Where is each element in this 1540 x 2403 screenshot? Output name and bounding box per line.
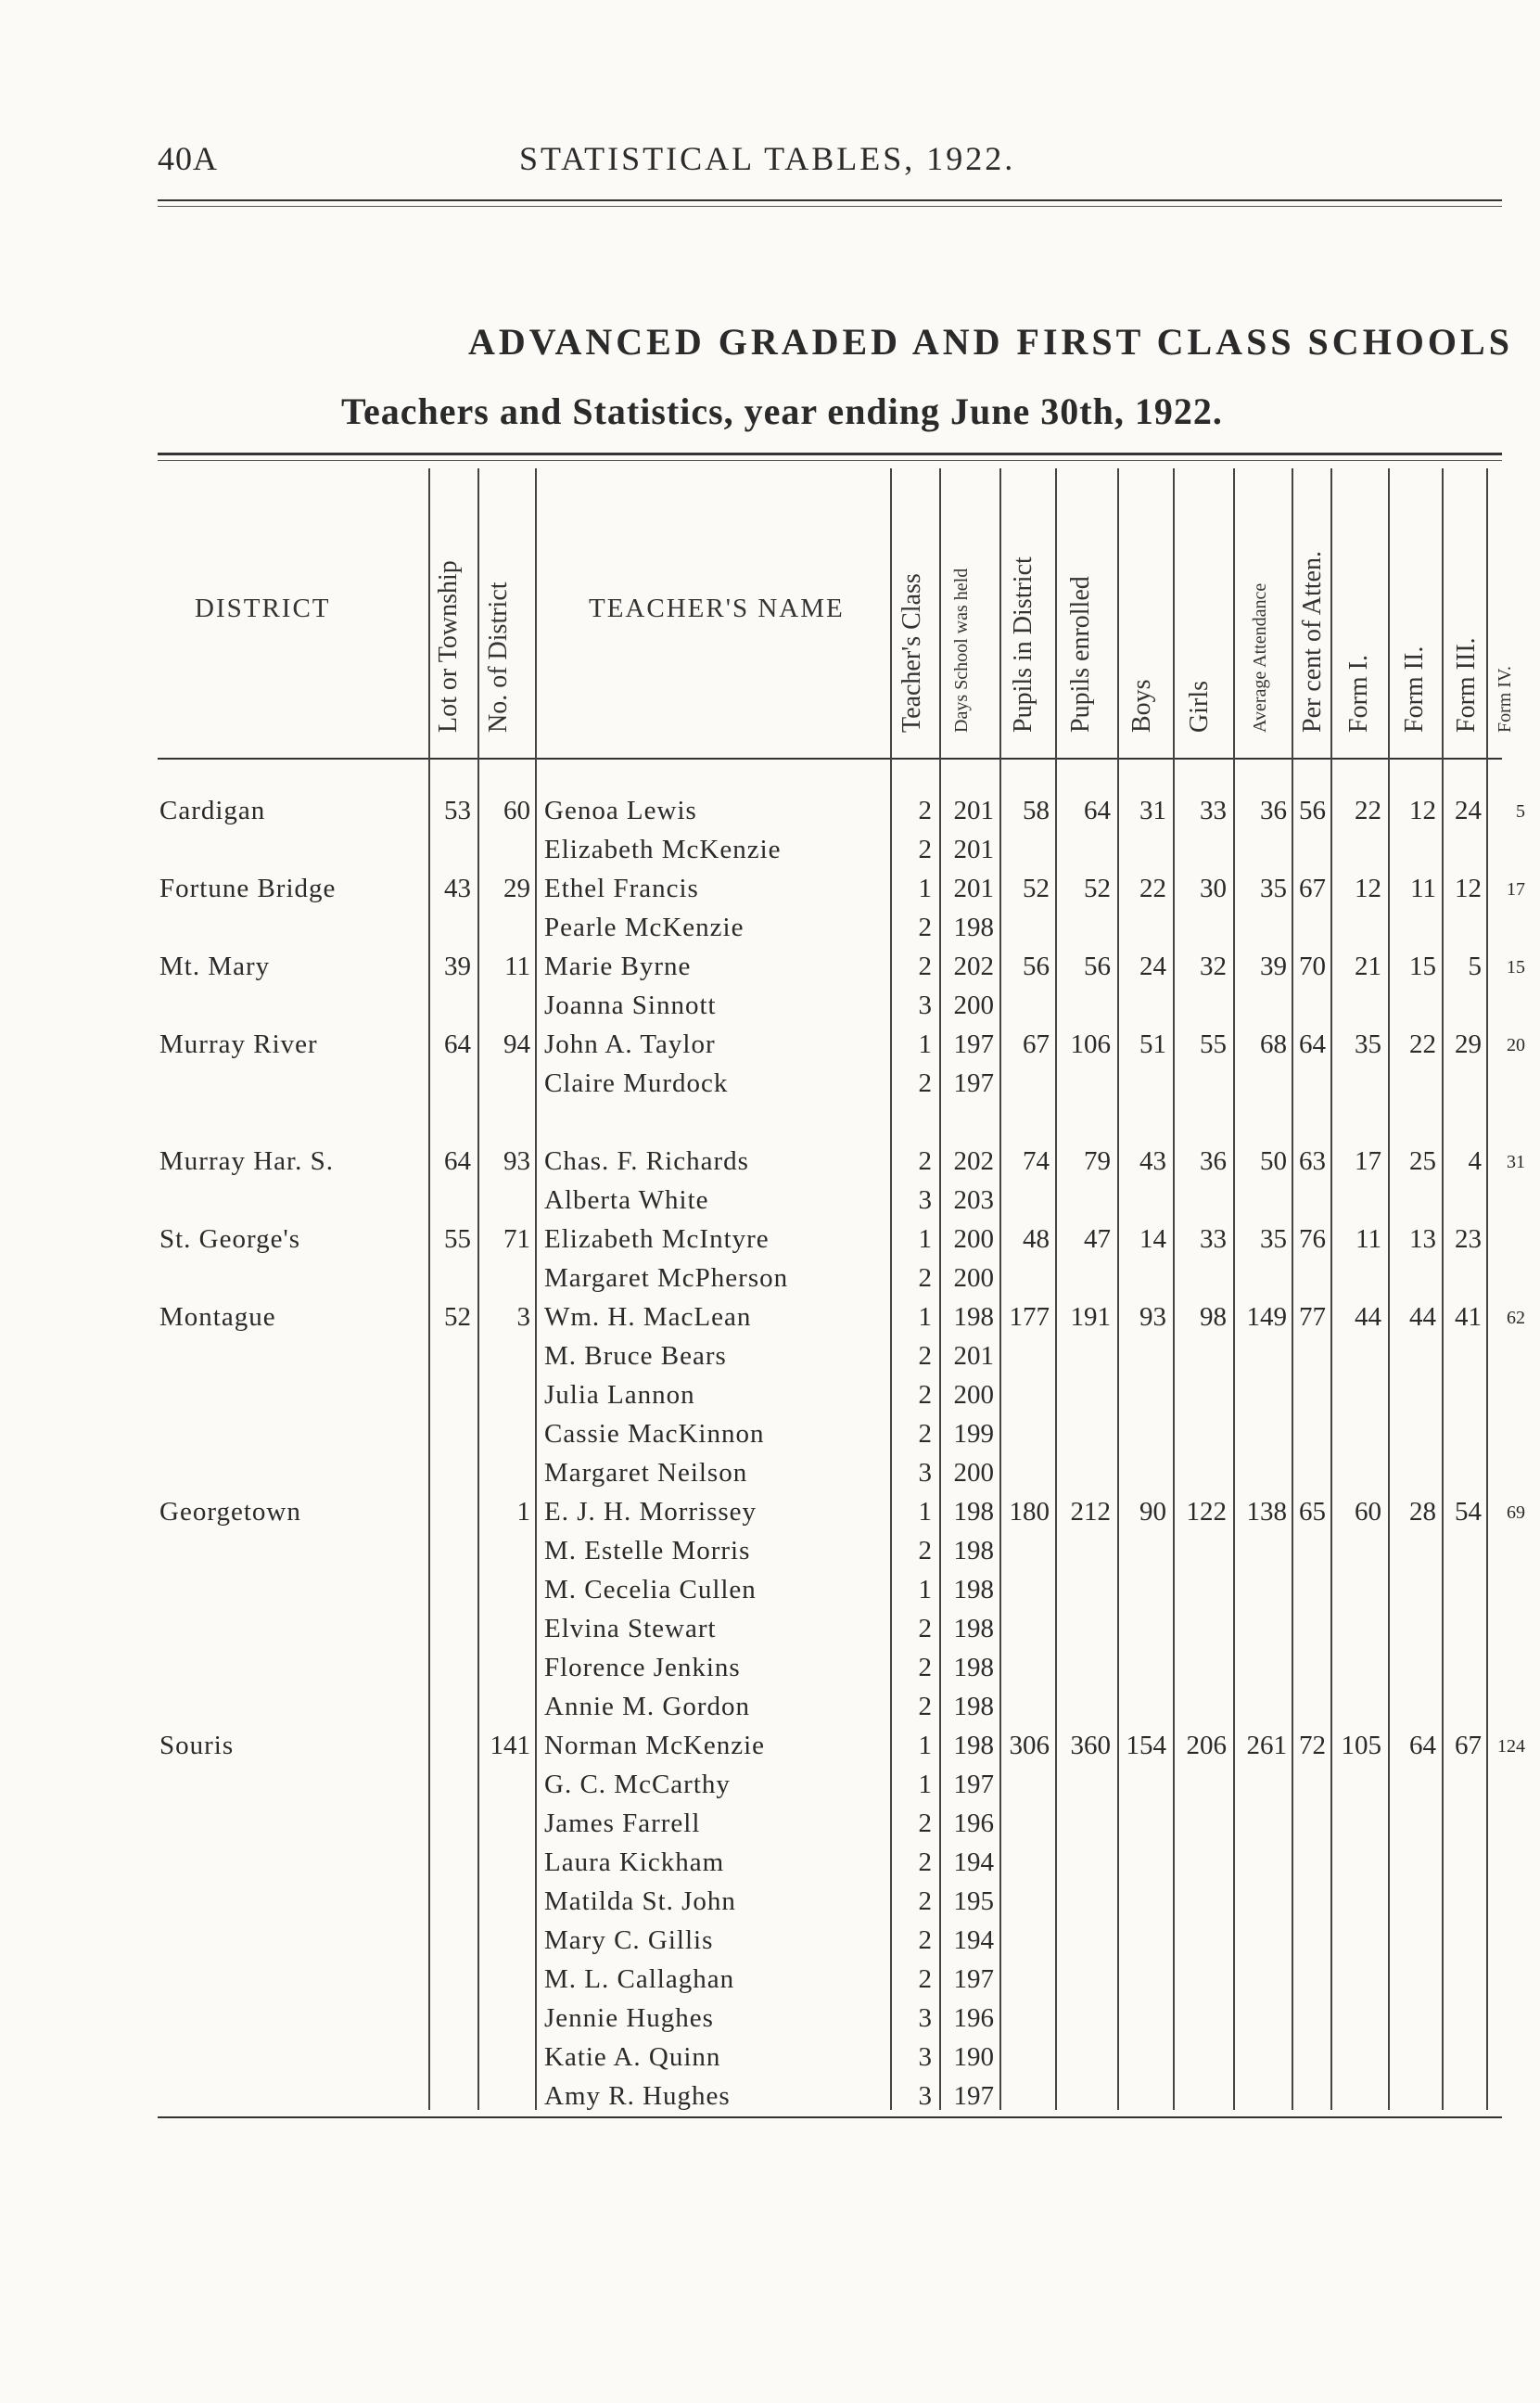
class-cell: 3 <box>918 2003 932 2033</box>
girls-cell: 33 <box>1200 796 1227 825</box>
district-cell: Fortune Bridge <box>159 874 337 903</box>
teacher-name-cell: John A. Taylor <box>544 1029 716 1059</box>
col-rule <box>1233 468 1235 2110</box>
class-cell: 2 <box>918 913 932 942</box>
class-cell: 1 <box>918 1575 932 1604</box>
teacher-name-cell: Genoa Lewis <box>544 796 697 825</box>
form1-cell: 105 <box>1341 1731 1381 1760</box>
days-cell: 195 <box>953 1886 994 1916</box>
form3-cell: 24 <box>1455 796 1482 825</box>
form2-cell: 25 <box>1409 1146 1436 1176</box>
header-rule-thin <box>158 206 1502 207</box>
form4-cell: 5 <box>1516 801 1525 822</box>
days-cell: 203 <box>953 1185 994 1215</box>
pupils-district-cell: 180 <box>1009 1497 1050 1527</box>
days-cell: 198 <box>953 1614 994 1643</box>
form4-cell: 15 <box>1507 957 1525 978</box>
form2-cell: 64 <box>1409 1731 1436 1760</box>
days-cell: 198 <box>953 913 994 942</box>
form2-cell: 12 <box>1409 796 1436 825</box>
boys-cell: 24 <box>1139 952 1166 981</box>
girls-cell: 36 <box>1200 1146 1227 1176</box>
teacher-name-cell: Ethel Francis <box>544 874 699 903</box>
class-cell: 2 <box>918 1263 932 1293</box>
col-header-boys: Boys <box>1127 679 1156 733</box>
enrolled-cell: 79 <box>1084 1146 1111 1176</box>
teacher-name-cell: M. L. Callaghan <box>544 1964 735 1994</box>
col-header-girls: Girls <box>1185 681 1214 733</box>
class-cell: 2 <box>918 1847 932 1877</box>
pct-attendance-cell: 56 <box>1299 796 1326 825</box>
table-subtitle: Teachers and Statistics, year ending June 30th, 1922. <box>341 390 1223 432</box>
form4-cell: 124 <box>1497 1736 1525 1757</box>
col-header-days: Days School was held <box>951 568 972 733</box>
days-cell: 200 <box>953 1380 994 1410</box>
days-cell: 201 <box>953 796 994 825</box>
form3-cell: 23 <box>1455 1224 1482 1254</box>
pct-attendance-cell: 67 <box>1299 874 1326 903</box>
class-cell: 2 <box>918 1536 932 1566</box>
running-title: STATISTICAL TABLES, 1922. <box>519 140 1016 177</box>
table-bottom-rule <box>158 2116 1502 2118</box>
class-cell: 2 <box>918 1886 932 1916</box>
form3-cell: 4 <box>1468 1146 1482 1176</box>
col-rule <box>1330 468 1332 2110</box>
enrolled-cell: 56 <box>1084 952 1111 981</box>
col-header-no-district: No. of District <box>484 582 513 733</box>
table-title: ADVANCED GRADED AND FIRST CLASS SCHOOLS <box>468 321 1513 363</box>
class-cell: 2 <box>918 1653 932 1682</box>
teacher-name-cell: Elizabeth McIntyre <box>544 1224 770 1254</box>
form1-cell: 22 <box>1355 796 1381 825</box>
boys-cell: 31 <box>1139 796 1166 825</box>
header-rule <box>158 199 1502 201</box>
form4-cell: 69 <box>1507 1502 1525 1523</box>
pct-attendance-cell: 72 <box>1299 1731 1326 1760</box>
class-cell: 1 <box>918 1497 932 1527</box>
enrolled-cell: 106 <box>1070 1029 1111 1059</box>
pct-attendance-cell: 70 <box>1299 952 1326 981</box>
days-cell: 198 <box>953 1731 994 1760</box>
enrolled-cell: 360 <box>1070 1731 1111 1760</box>
col-rule <box>999 468 1001 2110</box>
teacher-name-cell: Mary C. Gillis <box>544 1925 714 1955</box>
avg-attendance-cell: 35 <box>1260 1224 1287 1254</box>
district-cell: Mt. Mary <box>159 952 271 981</box>
days-cell: 198 <box>953 1497 994 1527</box>
enrolled-cell: 47 <box>1084 1224 1111 1254</box>
form2-cell: 15 <box>1409 952 1436 981</box>
col-header-teacher: TEACHER'S NAME <box>589 594 845 623</box>
col-rule <box>1486 468 1488 2110</box>
district-no-cell: 29 <box>503 874 530 903</box>
days-cell: 197 <box>953 1964 994 1994</box>
class-cell: 2 <box>918 1614 932 1643</box>
form3-cell: 41 <box>1455 1302 1482 1332</box>
avg-attendance-cell: 39 <box>1260 952 1287 981</box>
district-no-cell: 11 <box>504 952 530 981</box>
teacher-name-cell: M. Bruce Bears <box>544 1341 727 1371</box>
lot-cell: 39 <box>444 952 471 981</box>
boys-cell: 14 <box>1139 1224 1166 1254</box>
girls-cell: 206 <box>1186 1731 1227 1760</box>
days-cell: 190 <box>953 2042 994 2072</box>
class-cell: 2 <box>918 1809 932 1838</box>
col-rule <box>1442 468 1444 2110</box>
teacher-name-cell: Katie A. Quinn <box>544 2042 721 2072</box>
days-cell: 198 <box>953 1653 994 1682</box>
col-rule <box>428 468 430 2110</box>
enrolled-cell: 64 <box>1084 796 1111 825</box>
pupils-district-cell: 52 <box>1023 874 1050 903</box>
avg-attendance-cell: 68 <box>1260 1029 1287 1059</box>
col-header-avg-attendance: Average Attendance <box>1250 582 1270 733</box>
col-header-form2: Form II. <box>1400 645 1429 733</box>
col-rule <box>939 468 941 2110</box>
teacher-name-cell: Julia Lannon <box>544 1380 695 1410</box>
district-cell: Murray Har. S. <box>159 1146 334 1176</box>
form2-cell: 13 <box>1409 1224 1436 1254</box>
lot-cell: 53 <box>444 796 471 825</box>
col-header-lot: Lot or Township <box>434 560 463 733</box>
days-cell: 200 <box>953 1458 994 1488</box>
teacher-name-cell: M. Cecelia Cullen <box>544 1575 757 1604</box>
teacher-name-cell: Alberta White <box>544 1185 709 1215</box>
col-rule <box>1117 468 1119 2110</box>
class-cell: 1 <box>918 1731 932 1760</box>
col-header-enrolled: Pupils enrolled <box>1066 576 1095 733</box>
teacher-name-cell: Claire Murdock <box>544 1068 729 1098</box>
pct-attendance-cell: 65 <box>1299 1497 1326 1527</box>
class-cell: 2 <box>918 796 932 825</box>
teacher-name-cell: Elizabeth McKenzie <box>544 835 782 864</box>
district-no-cell: 71 <box>503 1224 530 1254</box>
days-cell: 202 <box>953 1146 994 1176</box>
class-cell: 2 <box>918 1419 932 1449</box>
district-cell: Georgetown <box>159 1497 301 1527</box>
pupils-district-cell: 177 <box>1009 1302 1050 1332</box>
class-cell: 2 <box>918 1925 932 1955</box>
boys-cell: 22 <box>1139 874 1166 903</box>
pct-attendance-cell: 63 <box>1299 1146 1326 1176</box>
district-cell: Souris <box>159 1731 235 1760</box>
days-cell: 197 <box>953 2081 994 2111</box>
lot-cell: 64 <box>444 1146 471 1176</box>
form1-cell: 35 <box>1355 1029 1381 1059</box>
class-cell: 2 <box>918 952 932 981</box>
lot-cell: 43 <box>444 874 471 903</box>
table-top-rule <box>158 453 1502 455</box>
days-cell: 199 <box>953 1419 994 1449</box>
pct-attendance-cell: 76 <box>1299 1224 1326 1254</box>
pupils-district-cell: 58 <box>1023 796 1050 825</box>
pupils-district-cell: 48 <box>1023 1224 1050 1254</box>
district-no-cell: 60 <box>503 796 530 825</box>
avg-attendance-cell: 50 <box>1260 1146 1287 1176</box>
girls-cell: 55 <box>1200 1029 1227 1059</box>
pupils-district-cell: 67 <box>1023 1029 1050 1059</box>
form1-cell: 44 <box>1355 1302 1381 1332</box>
girls-cell: 30 <box>1200 874 1227 903</box>
teacher-name-cell: Marie Byrne <box>544 952 692 981</box>
pupils-district-cell: 306 <box>1009 1731 1050 1760</box>
pupils-district-cell: 74 <box>1023 1146 1050 1176</box>
teacher-name-cell: Amy R. Hughes <box>544 2081 731 2111</box>
class-cell: 2 <box>918 1964 932 1994</box>
pct-attendance-cell: 77 <box>1299 1302 1326 1332</box>
col-header-form3: Form III. <box>1452 637 1481 733</box>
col-header-pupils-district: Pupils in District <box>1009 556 1037 733</box>
days-cell: 198 <box>953 1536 994 1566</box>
class-cell: 2 <box>918 1380 932 1410</box>
teacher-name-cell: Joanna Sinnott <box>544 991 717 1020</box>
boys-cell: 90 <box>1139 1497 1166 1527</box>
col-header-form4: Form IV. <box>1495 666 1515 733</box>
district-cell: St. George's <box>159 1224 301 1254</box>
days-cell: 198 <box>953 1302 994 1332</box>
lot-cell: 64 <box>444 1029 471 1059</box>
page-number: 40A <box>158 140 218 177</box>
form3-cell: 12 <box>1455 874 1482 903</box>
pct-attendance-cell: 64 <box>1299 1029 1326 1059</box>
days-cell: 201 <box>953 1341 994 1371</box>
boys-cell: 43 <box>1139 1146 1166 1176</box>
days-cell: 197 <box>953 1770 994 1799</box>
col-rule <box>1388 468 1390 2110</box>
days-cell: 201 <box>953 835 994 864</box>
teacher-name-cell: Laura Kickham <box>544 1847 725 1877</box>
teacher-name-cell: Margaret McPherson <box>544 1263 789 1293</box>
days-cell: 196 <box>953 1809 994 1838</box>
table-top-rule-thin <box>158 460 1502 461</box>
teacher-name-cell: James Farrell <box>544 1809 701 1838</box>
enrolled-cell: 212 <box>1070 1497 1111 1527</box>
class-cell: 1 <box>918 874 932 903</box>
teacher-name-cell: Cassie MacKinnon <box>544 1419 765 1449</box>
class-cell: 1 <box>918 1029 932 1059</box>
form4-cell: 17 <box>1507 879 1525 900</box>
col-rule <box>1173 468 1175 2110</box>
class-cell: 2 <box>918 1341 932 1371</box>
form2-cell: 28 <box>1409 1497 1436 1527</box>
avg-attendance-cell: 138 <box>1246 1497 1287 1527</box>
boys-cell: 154 <box>1126 1731 1166 1760</box>
lot-cell: 52 <box>444 1302 471 1332</box>
class-cell: 2 <box>918 1146 932 1176</box>
teacher-name-cell: Wm. H. MacLean <box>544 1302 752 1332</box>
class-cell: 2 <box>918 835 932 864</box>
form3-cell: 54 <box>1455 1497 1482 1527</box>
boys-cell: 93 <box>1139 1302 1166 1332</box>
district-no-cell: 1 <box>516 1497 530 1527</box>
form1-cell: 21 <box>1355 952 1381 981</box>
form4-cell: 20 <box>1507 1035 1525 1055</box>
class-cell: 2 <box>918 1068 932 1098</box>
teacher-name-cell: E. J. H. Morrissey <box>544 1497 757 1527</box>
teacher-name-cell: Chas. F. Richards <box>544 1146 749 1176</box>
teacher-name-cell: Pearle McKenzie <box>544 913 745 942</box>
teacher-name-cell: Elvina Stewart <box>544 1614 717 1643</box>
class-cell: 3 <box>918 1458 932 1488</box>
enrolled-cell: 52 <box>1084 874 1111 903</box>
form4-cell: 31 <box>1507 1152 1525 1172</box>
form2-cell: 11 <box>1410 874 1436 903</box>
teacher-name-cell: G. C. McCarthy <box>544 1770 731 1799</box>
district-cell: Cardigan <box>159 796 266 825</box>
avg-attendance-cell: 149 <box>1246 1302 1287 1332</box>
form3-cell: 67 <box>1455 1731 1482 1760</box>
avg-attendance-cell: 36 <box>1260 796 1287 825</box>
class-cell: 3 <box>918 1185 932 1215</box>
teacher-name-cell: M. Estelle Morris <box>544 1536 751 1566</box>
district-no-cell: 3 <box>516 1302 530 1332</box>
class-cell: 1 <box>918 1770 932 1799</box>
district-no-cell: 141 <box>490 1731 530 1760</box>
girls-cell: 98 <box>1200 1302 1227 1332</box>
enrolled-cell: 191 <box>1070 1302 1111 1332</box>
col-header-district: DISTRICT <box>195 594 331 623</box>
col-rule <box>477 468 479 2110</box>
teacher-name-cell: Annie M. Gordon <box>544 1692 751 1721</box>
avg-attendance-cell: 261 <box>1246 1731 1287 1760</box>
form3-cell: 5 <box>1468 952 1482 981</box>
col-header-form1: Form I. <box>1344 655 1373 733</box>
col-header-class: Teacher's Class <box>897 573 926 733</box>
days-cell: 197 <box>953 1029 994 1059</box>
col-header-pct-attendance: Per cent of Atten. <box>1298 551 1327 733</box>
form4-cell: 62 <box>1507 1308 1525 1328</box>
form1-cell: 17 <box>1355 1146 1381 1176</box>
class-cell: 3 <box>918 2081 932 2111</box>
form2-cell: 44 <box>1409 1302 1436 1332</box>
days-cell: 198 <box>953 1692 994 1721</box>
teacher-name-cell: Norman McKenzie <box>544 1731 766 1760</box>
girls-cell: 33 <box>1200 1224 1227 1254</box>
table-header-rule <box>158 758 1502 760</box>
lot-cell: 55 <box>444 1224 471 1254</box>
class-cell: 3 <box>918 2042 932 2072</box>
days-cell: 198 <box>953 1575 994 1604</box>
days-cell: 200 <box>953 1224 994 1254</box>
teacher-name-cell: Margaret Neilson <box>544 1458 748 1488</box>
girls-cell: 32 <box>1200 952 1227 981</box>
days-cell: 202 <box>953 952 994 981</box>
days-cell: 197 <box>953 1068 994 1098</box>
col-rule <box>1292 468 1293 2110</box>
teacher-name-cell: Jennie Hughes <box>544 2003 714 2033</box>
col-rule <box>1055 468 1057 2110</box>
avg-attendance-cell: 35 <box>1260 874 1287 903</box>
class-cell: 1 <box>918 1302 932 1332</box>
district-cell: Montague <box>159 1302 276 1332</box>
days-cell: 196 <box>953 2003 994 2033</box>
col-rule <box>890 468 892 2110</box>
class-cell: 3 <box>918 991 932 1020</box>
class-cell: 1 <box>918 1224 932 1254</box>
days-cell: 200 <box>953 991 994 1020</box>
col-rule <box>535 468 537 2110</box>
days-cell: 194 <box>953 1925 994 1955</box>
pupils-district-cell: 56 <box>1023 952 1050 981</box>
boys-cell: 51 <box>1139 1029 1166 1059</box>
days-cell: 201 <box>953 874 994 903</box>
form3-cell: 29 <box>1455 1029 1482 1059</box>
district-cell: Murray River <box>159 1029 318 1059</box>
form1-cell: 60 <box>1355 1497 1381 1527</box>
teacher-name-cell: Florence Jenkins <box>544 1653 741 1682</box>
form1-cell: 12 <box>1355 874 1381 903</box>
form2-cell: 22 <box>1409 1029 1436 1059</box>
district-no-cell: 94 <box>503 1029 530 1059</box>
girls-cell: 122 <box>1186 1497 1227 1527</box>
days-cell: 200 <box>953 1263 994 1293</box>
class-cell: 2 <box>918 1692 932 1721</box>
form1-cell: 11 <box>1355 1224 1381 1254</box>
teacher-name-cell: Matilda St. John <box>544 1886 736 1916</box>
district-no-cell: 93 <box>503 1146 530 1176</box>
days-cell: 194 <box>953 1847 994 1877</box>
